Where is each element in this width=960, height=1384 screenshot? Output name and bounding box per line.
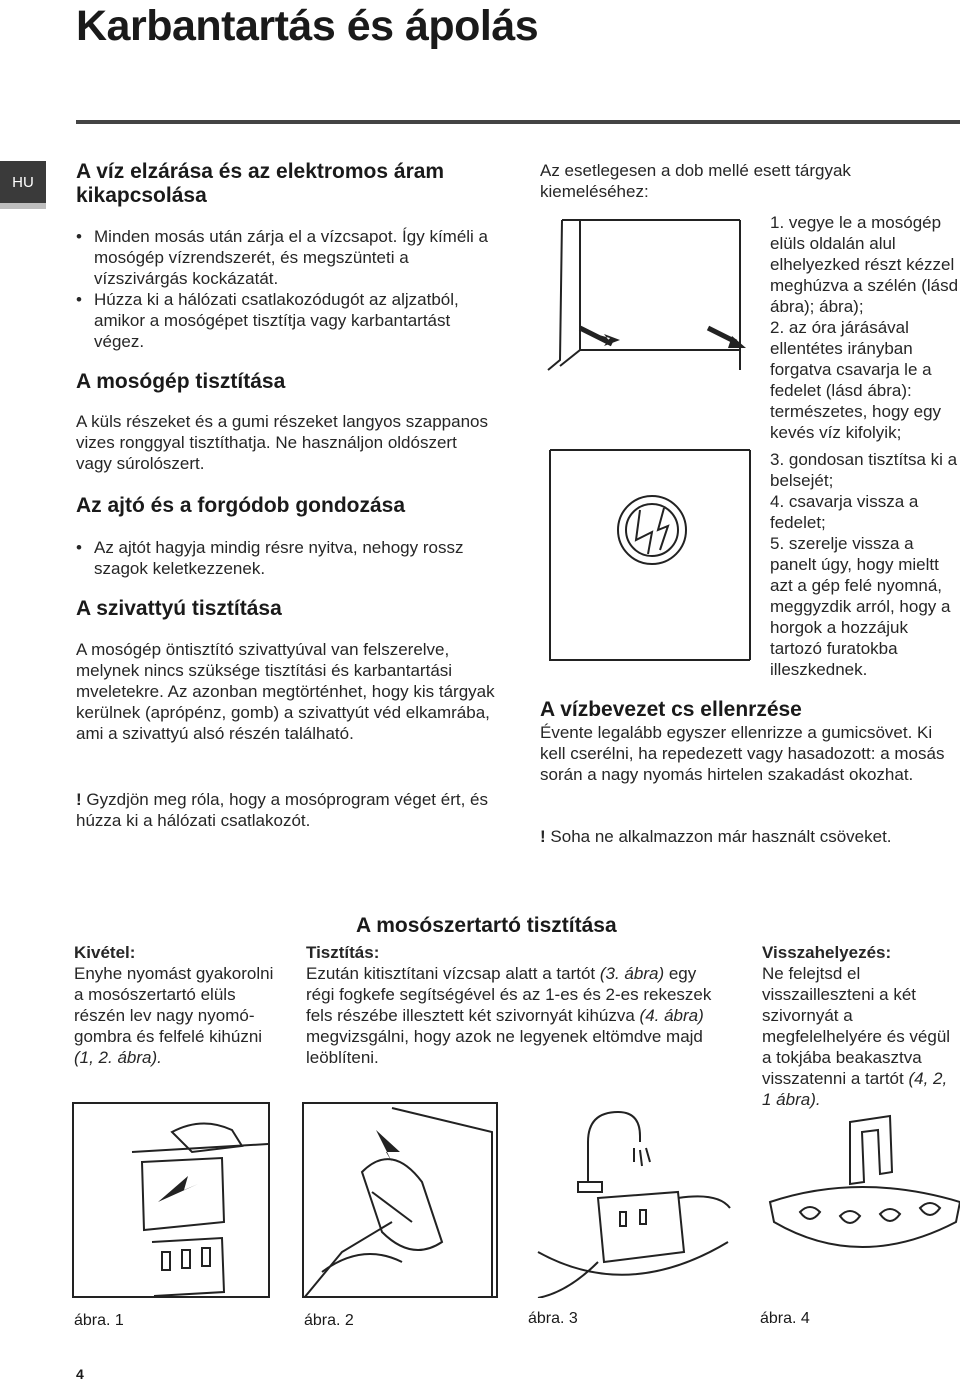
list-item: • Az ajtót hagyja mindig résre nyitva, nehogy rossz szagok keletkezzenek. bbox=[76, 537, 496, 579]
hose-heading: A vízbevezet cs ellenrzése bbox=[540, 698, 802, 721]
figure-caption: ábra. 1 bbox=[74, 1312, 124, 1329]
hose-warning-text: Soha ne alkalmazzon már használt csöveket. bbox=[545, 827, 892, 846]
siphon-pieces-illustration bbox=[760, 1102, 960, 1298]
washer-front-panel-illustration bbox=[540, 210, 762, 670]
figure-caption: ábra. 2 bbox=[304, 1312, 354, 1329]
pump-text: A mosógép öntisztító szivattyúval van felszerelve, melynek nincs szüksége tisztítási és karbantartási mveletekre. Az azonban megtörténhet, hogy kis tárgyak kerülnek (aprópénz, gomb) a szivattyút véd elkamrába, ami a szivattyú alsó részén található. bbox=[76, 640, 495, 743]
pump-warning bbox=[76, 789, 496, 831]
clean-heading: A mosógép tisztítása bbox=[76, 370, 286, 393]
page-title: Karbantartás és ápolás bbox=[76, 2, 539, 50]
detergent-heading: A mosószertartó tisztítása bbox=[356, 914, 617, 937]
list-item: • Minden mosás után zárja el a vízcsapot. Így kíméli a mosógép vízrendszerét, és megszünteti a vízszivárgás kockázatát. bbox=[76, 226, 496, 289]
drawer-rinse-tap-illustration bbox=[528, 1102, 732, 1298]
right-intro: Az esetlegesen a dob mellé esett tárgyak kiemeléséhez: bbox=[540, 161, 851, 201]
step-item: 2. az óra járásával ellentétes irányban forgatva csavarja le a fedelet (lásd ábra): természetes, hogy egy kevés víz kifolyik; bbox=[770, 318, 942, 442]
cleaning-text-c: megvizsgálni, hogy azok ne legyenek eltömdve majd leöblíteni. bbox=[306, 1027, 703, 1067]
language-tab-bar bbox=[0, 203, 46, 209]
cleaning-text-a: Ezután kitisztítani vízcsap alatt a tartót bbox=[306, 964, 600, 983]
cleaning-ref-b: (4. ábra) bbox=[639, 1006, 704, 1025]
figure-caption: ábra. 4 bbox=[760, 1310, 810, 1327]
title-rule bbox=[76, 120, 960, 124]
water-bullets bbox=[76, 226, 496, 352]
clean-text: A küls részeket és a gumi részeket langyos szappanos vizes ronggyal tisztíthatja. Ne használjon oldószert vagy súrolószert. bbox=[76, 412, 488, 473]
door-bullets bbox=[76, 537, 496, 579]
page-number: 4 bbox=[76, 1366, 84, 1382]
warning-mark: ! bbox=[76, 790, 82, 809]
pump-heading: A szivattyú tisztítása bbox=[76, 597, 282, 620]
cleaning-title: Tisztítás: bbox=[306, 943, 380, 962]
detergent-drawer-remove-illustration bbox=[302, 1102, 498, 1298]
steps-list bbox=[770, 212, 960, 680]
language-tab: HU bbox=[0, 161, 46, 203]
cleaning-text-b: egy régi fogkefe segítségével és az 1-es és 2-es rekeszek fels részébe illesztett két szivornyát kihúzva bbox=[306, 964, 712, 1025]
step-item: 1. vegye le a mosógép elüls oldalán alul elhelyezked részt kézzel meghúzva a szélén (lásd ábra); ábra); bbox=[770, 213, 959, 316]
warning-mark: ! bbox=[540, 827, 546, 846]
step-item: 5. szerelje vissza a panelt úgy, hogy mieltt azt a gép felé nyomná, meggyzdik arról, hogy a horgok a hozzájuk tartozó furatokba illeszkednek. bbox=[770, 534, 951, 679]
removal-text: Enyhe nyomást gyakorolni a mosószertartó elüls részén lev nagy nyomó-gombra és felfelé kihúzni bbox=[74, 964, 274, 1046]
removal-ref: (1, 2. ábra). bbox=[74, 1048, 162, 1067]
door-heading: Az ajtó és a forgódob gondozása bbox=[76, 494, 406, 517]
water-heading: A víz elzárása és az elektromos áram kikapcsolása bbox=[76, 160, 445, 207]
step-item: 4. csavarja vissza a fedelet; bbox=[770, 492, 919, 532]
step-item: 3. gondosan tisztítsa ki a belsejét; bbox=[770, 450, 958, 490]
refit-ref: (4, 2, 1 ábra). bbox=[762, 1069, 948, 1109]
cleaning-column bbox=[306, 942, 726, 1068]
refit-title: Visszahelyezés: bbox=[762, 943, 892, 962]
list-item: • Húzza ki a hálózati csatlakozódugót az aljzatból, amikor a mosógépet tisztítja vagy karbantartást végez. bbox=[76, 289, 496, 352]
hose-warning bbox=[540, 826, 960, 847]
removal-title: Kivétel: bbox=[74, 943, 136, 962]
pump-warning-text: Gyzdjön meg róla, hogy a mosóprogram véget ért, és húzza ki a hálózati csatlakozót. bbox=[76, 790, 488, 830]
refit-column bbox=[762, 942, 960, 1110]
hose-text: Évente legalább egyszer ellenrizze a gumicsövet. Ki kell cserélni, ha repedezett vagy hasadozott: a mosás során a nagy nyomás hirtelen szakadást okozhat. bbox=[540, 723, 945, 784]
detergent-drawer-press-illustration bbox=[72, 1102, 270, 1298]
figure-caption: ábra. 3 bbox=[528, 1310, 578, 1327]
removal-column bbox=[74, 942, 274, 1068]
refit-text: Ne felejtsd el visszailleszteni a két szivornyát a megfelelhelyére és végül a tokjába beakasztva visszatenni a tartót bbox=[762, 964, 951, 1088]
cleaning-ref-a: (3. ábra) bbox=[599, 964, 665, 983]
